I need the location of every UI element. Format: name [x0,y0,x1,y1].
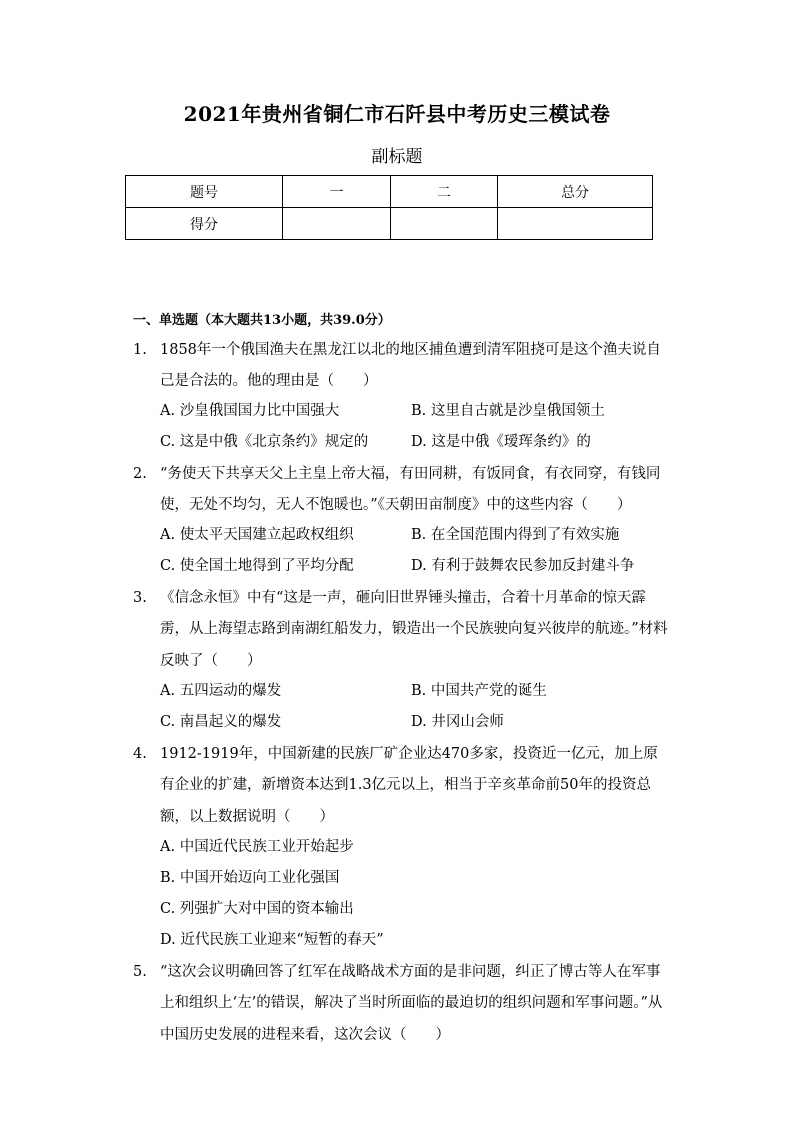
option-d: D. 这是中俄《瑷珲条约》的 [411,434,591,450]
option-d: D. 有利于鼓舞农民参加反封建斗争 [411,558,635,574]
score-table-score-row [126,208,653,240]
option-b: B. 中国共产党的诞生 [411,683,547,699]
score-cell [283,208,391,240]
score-header-cell: 一 [283,176,391,208]
score-header-cell: 题号 [126,176,283,208]
question-text: 1858年一个俄国渔夫在黑龙江以北的地区捕鱼遭到清军阻挠可是这个渔夫说自己是合法的。他的理由是（ ） [160,342,661,390]
question-number: 5. [133,964,147,980]
score-cell [391,208,498,240]
question-text: “务使天下共享天父上主皇上帝大福，有田同耕，有饭同食，有衣同穿，有钱同使，无处不均匀，无人不饱暖也。”《天朝田亩制度》中的这些内容（ ） [160,466,661,514]
option-c: C. 这是中俄《北京条约》规定的 [160,434,369,450]
exam-title: 2021年贵州省铜仁市石阡县中考历史三模试卷 [183,102,611,126]
question-text: 《信念永恒》中有“这是一声，砸向旧世界锤头撞击，合着十月革命的惊天霹雳，从上海望志路到南湖红船发力，锻造出一个民族驶向复兴彼岸的航迹。”材料反映了（ ） [160,590,668,669]
option-c: C. 使全国土地得到了平均分配 [160,558,354,574]
option-c: C. 南昌起义的爆发 [160,714,282,730]
score-header-cell: 二 [391,176,498,208]
option-d: D. 近代民族工业迎来“短暂的春天” [160,932,384,948]
question-number: 1. [133,342,147,358]
score-table [125,175,653,240]
exam-subtitle: 副标题 [371,147,423,167]
option-d: D. 井冈山会师 [411,714,504,730]
score-cell: 得分 [126,208,283,240]
option-a: A. 沙皇俄国国力比中国强大 [160,403,340,419]
option-a: A. 中国近代民族工业开始起步 [160,839,354,855]
option-b: B. 在全国范围内得到了有效实施 [411,527,620,543]
option-c: C. 列强扩大对中国的资本输出 [160,901,354,917]
score-cell [498,208,653,240]
score-table-header-row [126,176,653,208]
score-header-cell: 总分 [498,176,653,208]
question-text: 1912-1919年，中国新建的民族厂矿企业达470多家，投资近一亿元，加上原有企业的扩建，新增资本达到1.3亿元以上，相当于辛亥革命前50年的投资总额，以上数据说明（ ） [160,746,658,825]
option-b: B. 这里自古就是沙皇俄国领土 [411,403,605,419]
section-title: 一、单选题（本大题共13小题，共39.0分） [133,313,391,328]
option-a: A. 使太平天国建立起政权组织 [160,527,354,543]
question-number: 2. [133,466,147,482]
option-b: B. 中国开始迈向工业化强国 [160,870,340,886]
option-a: A. 五四运动的爆发 [160,683,282,699]
question-number: 3. [133,590,147,606]
question-text: “这次会议明确回答了红军在战略战术方面的是非问题，纠正了博古等人在军事上和组织上‘左’的错误，解决了当时所面临的最迫切的组织问题和军事问题。”从中国历史发展的进程来看，这次会议（ ） [160,964,663,1043]
question-number: 4. [133,746,147,762]
